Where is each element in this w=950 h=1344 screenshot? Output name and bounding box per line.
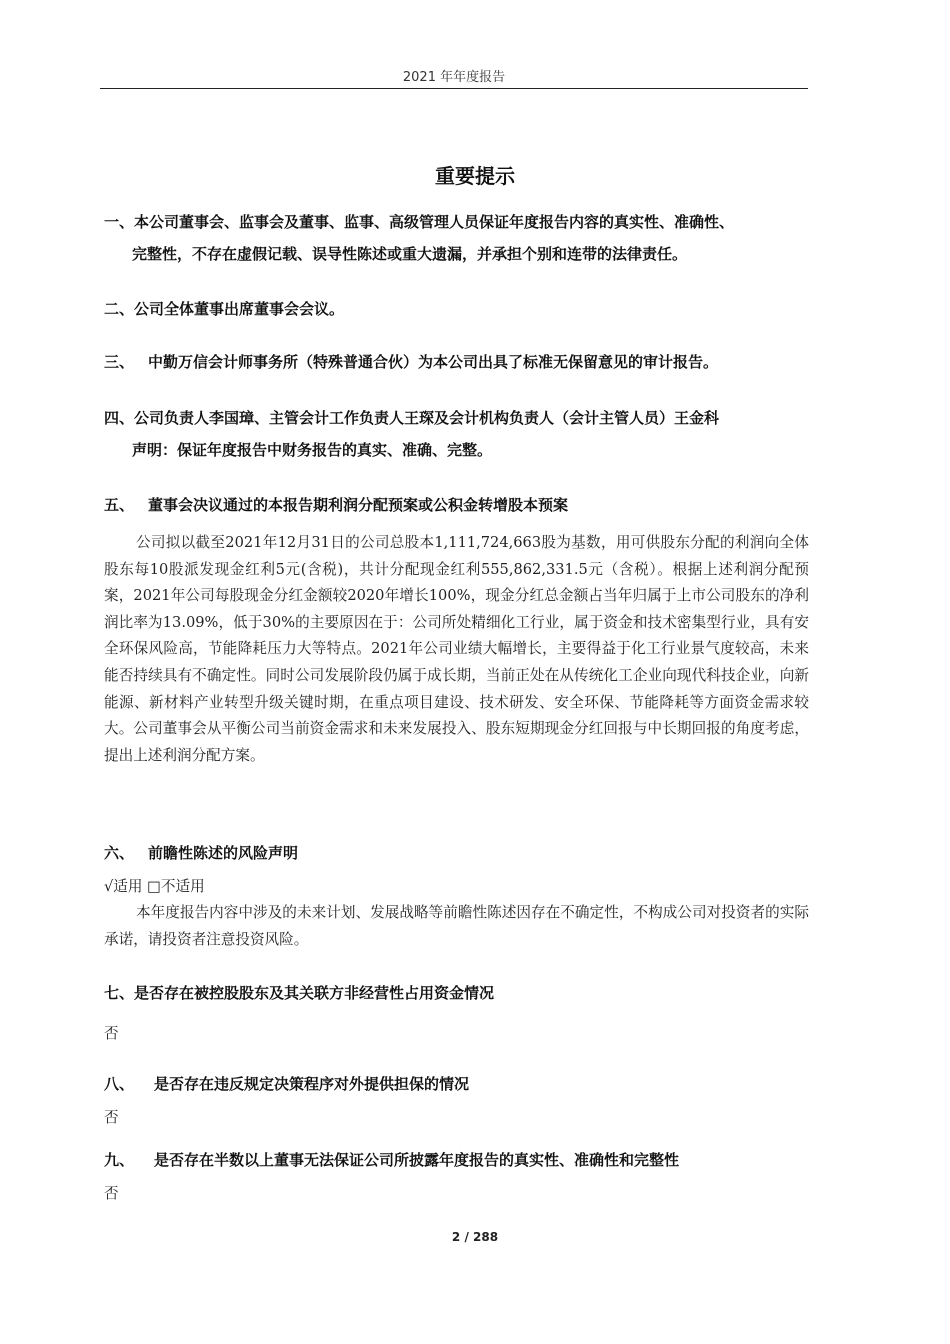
item-text: 董事会决议通过的本报告期利润分配预案或公积金转增股本预案: [148, 496, 569, 514]
item-text: 中勤万信会计师事务所（特殊普通合伙）为本公司出具了标准无保留意见的审计报告。: [148, 353, 719, 371]
answer-7: 否: [104, 1025, 119, 1042]
page-number: 2 / 288: [451, 1230, 499, 1244]
item-number: 六、: [104, 844, 135, 862]
item-8: [104, 1068, 834, 1100]
item-text-continued: 声明：保证年度报告中财务报告的真实、准确、完整。: [132, 441, 493, 459]
item-6: [104, 837, 834, 869]
page-title: 重要提示: [435, 164, 515, 188]
item-text: 公司负责人李国璋、主管会计工作负责人王琛及会计机构负责人（会计主管人员）王金科: [134, 409, 720, 427]
dividend-plan-paragraph: 公司拟以截至2021年12月31日的公司总股本1,111,724,663股为基数，用可供股东分配的利润向全体股东每10股派发现金红利5元(含税)，共计分配现金红利555,862,331.5元（含税）。根据上述利润分配预案，2021年公司每股现金分红金额较2020年增长100%，现金分红总金额占当年归属于上市公司股东的净利润比率为13.09%，低于30%的主要原因在于：公司所处精细化工行业，属于资金和技术密集型行业，具有安全环保风险高，节能降耗压力大等特点。2021年公司业绩大幅增长，主要得益于化工行业景气度较高，未来能否持续具有不确定性。同时公司发展阶段仍属于成长期，当前正处在从传统化工企业向现代科技企业，向新能源、新材料产业转型升级关键时期，在重点项目建设、技术研发、安全环保、节能降耗等方面资金需求较大。公司董事会从平衡公司当前资金需求和未来发展投入、股东短期现金分红回报与中长期回报的角度考虑，提出上述利润分配方案。: [104, 534, 809, 764]
forward-looking-paragraph: 本年度报告内容中涉及的未来计划、发展战略等前瞻性陈述因存在不确定性，不构成公司对投资者的实际承诺，请投资者注意投资风险。: [104, 904, 809, 948]
item-number: 一、: [104, 213, 135, 231]
item-9: [104, 1144, 834, 1176]
item-7: [104, 977, 834, 1009]
item-text: 是否存在半数以上董事无法保证公司所披露年度报告的真实性、准确性和完整性: [154, 1151, 680, 1169]
item-1: [104, 206, 834, 270]
item-text: 前瞻性陈述的风险声明: [148, 844, 299, 862]
report-header: 2021 年年度报告: [402, 70, 506, 85]
item-2: [104, 293, 834, 325]
item-number: 二、: [104, 300, 135, 318]
answer-9: 否: [104, 1185, 119, 1202]
item-4: [104, 402, 834, 466]
item-number: 九、: [104, 1151, 135, 1169]
item-text-continued: 完整性，不存在虚假记载、误导性陈述或重大遗漏，并承担个别和连带的法律责任。: [132, 245, 688, 263]
item-5: [104, 489, 834, 521]
answer-8: 否: [104, 1109, 119, 1126]
item-number: 五、: [104, 496, 135, 514]
item-text: 是否存在违反规定决策程序对外提供担保的情况: [154, 1075, 470, 1093]
item-3: [104, 346, 834, 378]
item-text: 本公司董事会、监事会及董事、监事、高级管理人员保证年度报告内容的真实性、准确性、: [134, 213, 735, 231]
item-number: 七、: [104, 984, 135, 1002]
applicability-options: √适用 □不适用: [104, 878, 205, 895]
header-divider: [100, 88, 808, 89]
item-number: 三、: [104, 353, 135, 371]
item-text: 是否存在被控股股东及其关联方非经营性占用资金情况: [134, 984, 495, 1002]
item-text: 公司全体董事出席董事会会议。: [134, 300, 345, 318]
item-number: 四、: [104, 409, 135, 427]
item-number: 八、: [104, 1075, 135, 1093]
